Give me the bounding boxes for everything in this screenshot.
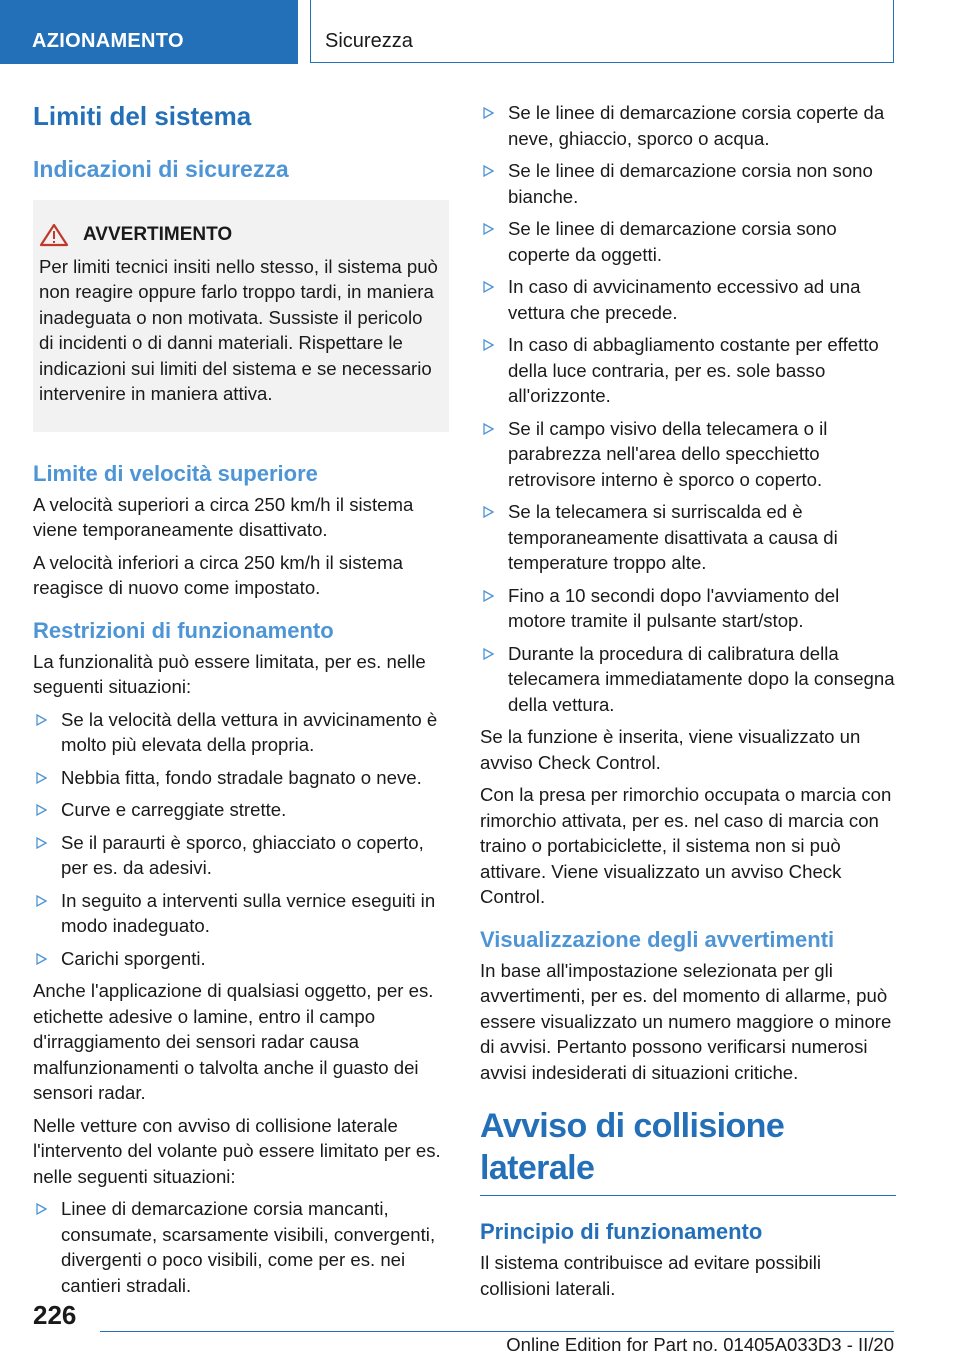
principle-paragraph: Il sistema contribuisce ad evitare possibili collisioni laterali. — [480, 1252, 822, 1299]
section-title: Limiti del sistema — [33, 101, 252, 131]
bullet-triangle-icon — [483, 590, 494, 602]
bullet-triangle-icon — [36, 1203, 47, 1215]
principle-heading: Principio di funzionamento — [480, 1219, 763, 1244]
speed-paragraph-1: A velocità superiori a circa 250 km/h il sistema viene temporaneamente disattivato. — [33, 493, 414, 540]
bullet-triangle-icon — [483, 506, 494, 518]
list-item: Curve e carreggiate strette. — [33, 797, 449, 823]
safety-subtitle: Indicazioni di sicurezza — [33, 156, 289, 182]
bullet-triangle-icon — [36, 804, 47, 816]
check-control-paragraph: Se la funzione è inserita, viene visualizzato un avviso Check Control. — [480, 726, 861, 773]
list-item: Durante la procedura di calibratura della telecamera immediatamente dopo la consegna della vettura. — [480, 641, 896, 718]
list-item: Fino a 10 secondi dopo l'avviamento del motore tramite il pulsante start/stop. — [480, 583, 896, 634]
list-item: Se le linee di demarcazione corsia non sono bianche. — [480, 158, 896, 209]
list-item: Se la telecamera si surriscalda ed è temporaneamente disattivata a causa di temperature troppo alte. — [480, 499, 896, 576]
bullet-triangle-icon — [483, 107, 494, 119]
speed-paragraph-2: A velocità inferiori a circa 250 km/h il sistema reagisce di nuovo come impostato. — [33, 551, 403, 598]
bullet-triangle-icon — [483, 223, 494, 235]
section-label: AZIONAMENTO — [32, 30, 184, 52]
warning-icon — [39, 223, 69, 247]
restrictions-heading: Restrizioni di funzionamento — [33, 617, 334, 643]
bullet-triangle-icon — [36, 714, 47, 726]
warnings-display-heading: Visualizzazione degli avvertimenti — [480, 926, 835, 952]
speed-heading: Limite di velocità superiore — [33, 460, 318, 486]
warning-text: Per limiti tecnici insiti nello stesso, il sistema può non reagire oppure farlo troppo tardi, in maniera inadeguata o non motivata. Sussiste il pericolo di incidenti o di danni materiali. Rispettare le indicazioni sui limiti del sistema e se necessario intervenire in maniera attiva. — [39, 255, 438, 404]
trailer-paragraph: Con la presa per rimorchio occupata o marcia con rimorchio attivata, per es. nel caso di marcia con traino o portabiciclette, il sistema non si può attivare. Viene visualizzato un avviso Check Control. — [480, 784, 892, 907]
restrictions-list — [33, 707, 449, 972]
warnings-display-paragraph: In base all'impostazione selezionata per gli avvertimenti, per es. del momento di allarme, può essere visualizzato un numero maggiore o minore di avvisi. Pertanto possono verificarsi numerosi avvisi indesiderati di situazioni critiche. — [480, 959, 892, 1083]
section-tab — [0, 0, 298, 64]
bullet-triangle-icon — [483, 423, 494, 435]
bullet-triangle-icon — [36, 837, 47, 849]
lane-conditions-list — [480, 100, 896, 717]
bullet-triangle-icon — [483, 165, 494, 177]
list-item: Se la velocità della vettura in avvicinamento è molto più elevata della propria. — [33, 707, 449, 758]
right-column — [480, 100, 896, 1308]
sensor-paragraph: Anche l'applicazione di qualsiasi oggetto, per es. etichette adesive o lamine, entro il campo d'irraggiamento dei sensori radar causa malfunzionamenti o talvolta anche il guasto dei sensori radar. — [33, 980, 434, 1103]
bullet-triangle-icon — [36, 953, 47, 965]
edition-footer: Online Edition for Part no. 01405A033D3 - II/20 — [506, 1334, 894, 1355]
restrictions-intro: La funzionalità può essere limitata, per es. nelle seguenti situazioni: — [33, 650, 426, 697]
left-column — [33, 100, 449, 1305]
list-item: Se le linee di demarcazione corsia coperte da neve, ghiaccio, sporco o acqua. — [480, 100, 896, 151]
list-item: Linee di demarcazione corsia mancanti, consumate, scarsamente visibili, convergenti, divergenti o poco visibili, come per es. nei cantieri stradali. — [33, 1196, 449, 1298]
chapter-tab — [310, 0, 894, 63]
chapter-title: Avviso di collisione laterale — [480, 1105, 896, 1196]
list-item: In seguito a interventi sulla vernice eseguiti in modo inadeguato. — [33, 888, 449, 939]
list-item: Se il paraurti è sporco, ghiacciato o coperto, per es. da adesivi. — [33, 830, 449, 881]
list-item: Se il campo visivo della telecamera o il parabrezza nell'area dello specchietto retrovisore interno è sporco o coperto. — [480, 416, 896, 493]
footer-divider — [100, 1331, 894, 1332]
list-item: In caso di avvicinamento eccessivo ad una vettura che precede. — [480, 274, 896, 325]
chapter-label: Sicurezza — [325, 30, 413, 52]
list-item: In caso di abbagliamento costante per effetto della luce contraria, per es. sole basso all'orizzonte. — [480, 332, 896, 409]
warning-title: AVVERTIMENTO — [83, 224, 233, 245]
list-item: Nebbia fitta, fondo stradale bagnato o neve. — [33, 765, 449, 791]
bullet-triangle-icon — [36, 772, 47, 784]
list-item: Se le linee di demarcazione corsia sono coperte da oggetti. — [480, 216, 896, 267]
page-number: 226 — [33, 1300, 77, 1330]
steering-paragraph: Nelle vetture con avviso di collisione laterale l'intervento del volante può essere limitato per es. nelle seguenti situazioni: — [33, 1114, 441, 1187]
steering-list — [33, 1196, 449, 1298]
bullet-triangle-icon — [36, 895, 47, 907]
warning-box — [33, 200, 449, 432]
bullet-triangle-icon — [483, 648, 494, 660]
list-item: Carichi sporgenti. — [33, 946, 449, 972]
bullet-triangle-icon — [483, 339, 494, 351]
bullet-triangle-icon — [483, 281, 494, 293]
